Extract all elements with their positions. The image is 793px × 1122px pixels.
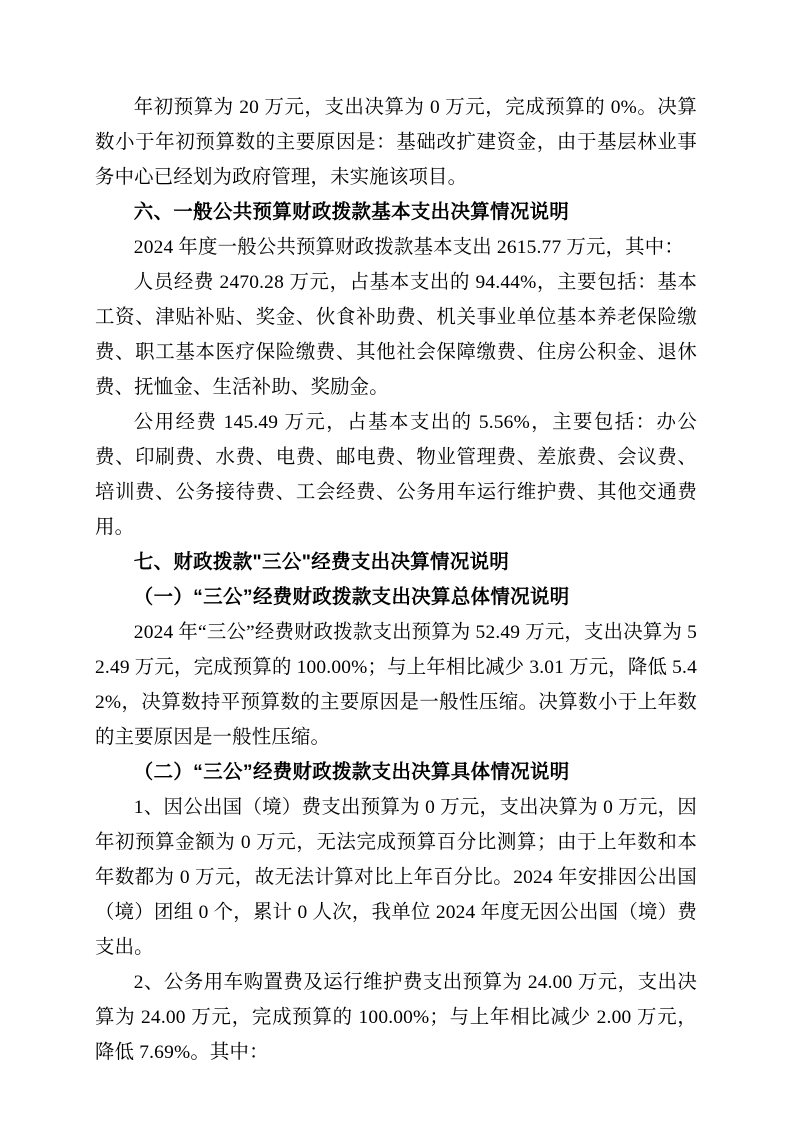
heading-section-7-1-overall-situation: （一）“三公”经费财政拨款支出决算总体情况说明: [133, 586, 570, 608]
paragraph-public-operating-funds: 公用经费 145.49 万元，占基本支出的 5.56%，主要包括：办公费、印刷费、水费、电费、邮电费、物业管理费、差旅费、会议费、培训费、公务接待费、工会经费、公务用车运行维护费、其他交通费用。: [95, 412, 697, 538]
paragraph-official-vehicle-expense: 2、公务用车购置费及运行维护费支出预算为 24.00 万元，支出决算为 24.00 万元，完成预算的 100.00%；与上年相比减少 2.00 万元，降低 7.69%。其中：: [95, 972, 697, 1063]
paragraph-three-public-overall: 2024 年“三公”经费财政拨款支出预算为 52.49 万元，支出决算为 52.49 万元，完成预算的 100.00%；与上年相比减少 3.01 万元，降低 5.42%，决算数持平预算数的主要原因是一般性压缩。决算数小于上年数的主要原因是一般性压缩。: [95, 622, 697, 748]
paragraph-budget-variance-explanation: 年初预算为 20 万元，支出决算为 0 万元，完成预算的 0%。决算数小于年初预算数的主要原因是：基础改扩建资金，由于基层林业事务中心已经划为政府管理，未实施该项目。: [95, 97, 697, 188]
heading-section-7-three-public-funds: 七、财政拨款"三公"经费支出决算情况说明: [133, 551, 510, 573]
heading-section-7-2-specific-situation: （二）“三公”经费财政拨款支出决算具体情况说明: [133, 761, 570, 783]
paragraph-basic-expenditure-total: 2024 年度一般公共预算财政拨款基本支出 2615.77 万元，其中：: [133, 237, 684, 258]
heading-section-6-basic-expenditure: 六、一般公共预算财政拨款基本支出决算情况说明: [133, 201, 570, 223]
paragraph-personnel-funds: 人员经费 2470.28 万元，占基本支出的 94.44%，主要包括：基本工资、津贴补贴、奖金、伙食补助费、机关事业单位基本养老保险缴费、职工基本医疗保险缴费、其他社会保障缴费、住房公积金、退休费、抚恤金、生活补助、奖励金。: [95, 272, 697, 398]
paragraph-overseas-travel-expense: 1、因公出国（境）费支出预算为 0 万元，支出决算为 0 万元，因年初预算金额为 0 万元，无法完成预算百分比测算；由于上年数和本年数都为 0 万元，故无法计算对比上年百分比。2024 年安排因公出国（境）团组 0 个，累计 0 人次，我单位 2024 年度无因公出国（境）费支出。: [95, 797, 697, 958]
